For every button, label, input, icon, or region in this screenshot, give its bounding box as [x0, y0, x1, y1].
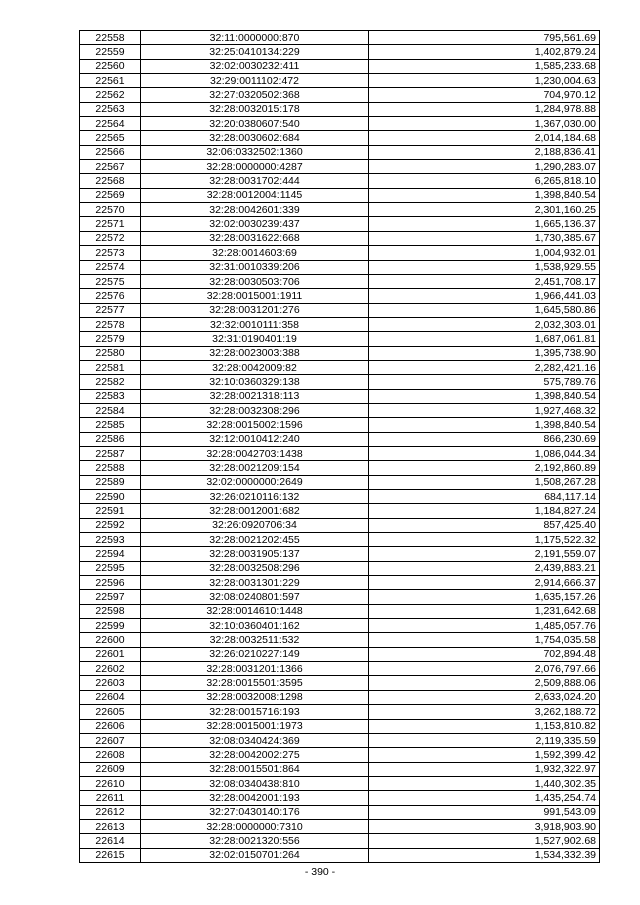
cadastral-number: 32:28:0015001:1973: [141, 719, 369, 733]
amount-value: 1,440,302.35: [369, 776, 600, 790]
table-row: [80, 576, 600, 590]
table-row: [80, 203, 600, 217]
cadastral-number: 32:28:0015501:3595: [141, 676, 369, 690]
cadastral-number: 32:28:0021209:154: [141, 461, 369, 475]
table-row: [80, 604, 600, 618]
row-number: 22597: [80, 590, 141, 604]
row-number: 22558: [80, 31, 141, 45]
cadastral-number: 32:31:0190401:19: [141, 332, 369, 346]
row-number: 22604: [80, 690, 141, 704]
table-row: [80, 389, 600, 403]
amount-value: 1,635,157.26: [369, 590, 600, 604]
row-number: 22595: [80, 561, 141, 575]
row-number: 22608: [80, 748, 141, 762]
cadastral-number: 32:28:0031201:1366: [141, 662, 369, 676]
cadastral-number: 32:28:0021318:113: [141, 389, 369, 403]
row-number: 22569: [80, 188, 141, 202]
cadastral-number: 32:08:0240801:597: [141, 590, 369, 604]
row-number: 22584: [80, 403, 141, 417]
amount-value: 1,534,332.39: [369, 848, 600, 862]
table-row: [80, 733, 600, 747]
row-number: 22600: [80, 633, 141, 647]
amount-value: 1,665,136.37: [369, 217, 600, 231]
amount-value: 1,485,057.76: [369, 619, 600, 633]
amount-value: 2,633,024.20: [369, 690, 600, 704]
page-number: - 390 -: [304, 866, 336, 878]
row-number: 22562: [80, 88, 141, 102]
amount-value: 866,230.69: [369, 432, 600, 446]
row-number: 22611: [80, 791, 141, 805]
amount-value: 1,927,468.32: [369, 403, 600, 417]
row-number: 22593: [80, 533, 141, 547]
row-number: 22564: [80, 117, 141, 131]
row-number: 22614: [80, 834, 141, 848]
table-row: [80, 117, 600, 131]
cadastral-number: 32:28:0021202:455: [141, 533, 369, 547]
cadastral-number: 32:31:0010339:206: [141, 260, 369, 274]
table-row: [80, 533, 600, 547]
amount-value: 795,561.69: [369, 31, 600, 45]
row-number: 22590: [80, 490, 141, 504]
table-row: [80, 174, 600, 188]
table-row: [80, 690, 600, 704]
row-number: 22567: [80, 160, 141, 174]
cadastral-number: 32:28:0031622:668: [141, 231, 369, 245]
amount-value: 1,153,810.82: [369, 719, 600, 733]
table-row: [80, 662, 600, 676]
row-number: 22574: [80, 260, 141, 274]
cadastral-number: 32:28:0042703:1438: [141, 446, 369, 460]
amount-value: 1,592,399.42: [369, 748, 600, 762]
amount-value: 1,966,441.03: [369, 289, 600, 303]
row-number: 22585: [80, 418, 141, 432]
row-number: 22579: [80, 332, 141, 346]
table-row: [80, 590, 600, 604]
row-number: 22612: [80, 805, 141, 819]
amount-value: 991,543.09: [369, 805, 600, 819]
cadastral-number: 32:02:0000000:2649: [141, 475, 369, 489]
row-number: 22588: [80, 461, 141, 475]
table-row: [80, 776, 600, 790]
cadastral-number: 32:28:0032008:1298: [141, 690, 369, 704]
cadastral-number: 32:29:0011102:472: [141, 74, 369, 88]
table-row: [80, 647, 600, 661]
table-row: [80, 403, 600, 417]
table-row: [80, 260, 600, 274]
amount-value: 6,265,818.10: [369, 174, 600, 188]
amount-value: 857,425.40: [369, 518, 600, 532]
cadastral-number: 32:28:0021320:556: [141, 834, 369, 848]
cadastral-number: 32:28:0015716:193: [141, 705, 369, 719]
amount-value: 2,192,860.89: [369, 461, 600, 475]
cadastral-number: 32:28:0023003:388: [141, 346, 369, 360]
amount-value: 1,231,642.68: [369, 604, 600, 618]
amount-value: 2,914,666.37: [369, 576, 600, 590]
table-row: [80, 762, 600, 776]
cadastral-number: 32:06:0332502:1360: [141, 145, 369, 159]
row-number: 22563: [80, 102, 141, 116]
row-number: 22582: [80, 375, 141, 389]
table-row: [80, 705, 600, 719]
cadastral-number: 32:25:0410134:229: [141, 45, 369, 59]
table-row: [80, 45, 600, 59]
row-number: 22594: [80, 547, 141, 561]
row-number: 22577: [80, 303, 141, 317]
row-number: 22578: [80, 317, 141, 331]
row-number: 22592: [80, 518, 141, 532]
table-row: [80, 74, 600, 88]
amount-value: 1,687,061.81: [369, 332, 600, 346]
amount-value: 1,508,267.28: [369, 475, 600, 489]
cadastral-number: 32:32:0010111:358: [141, 317, 369, 331]
cadastral-number: 32:08:0340438:810: [141, 776, 369, 790]
amount-value: 1,932,322.97: [369, 762, 600, 776]
cadastral-number: 32:28:0015001:1911: [141, 289, 369, 303]
row-number: 22606: [80, 719, 141, 733]
amount-value: 1,395,738.90: [369, 346, 600, 360]
row-number: 22580: [80, 346, 141, 360]
amount-value: 2,439,883.21: [369, 561, 600, 575]
cadastral-number: 32:28:0014603:69: [141, 246, 369, 260]
cadastral-number: 32:27:0320502:368: [141, 88, 369, 102]
amount-value: 1,398,840.54: [369, 188, 600, 202]
table-row: [80, 102, 600, 116]
amount-value: 1,435,254.74: [369, 791, 600, 805]
amount-value: 575,789.76: [369, 375, 600, 389]
cadastral-number: 32:28:0042601:339: [141, 203, 369, 217]
cadastral-number: 32:28:0031201:276: [141, 303, 369, 317]
amount-value: 2,014,184.68: [369, 131, 600, 145]
table-row: [80, 303, 600, 317]
amount-value: 1,230,004.63: [369, 74, 600, 88]
cadastral-number: 32:28:0031301:229: [141, 576, 369, 590]
table-row: [80, 131, 600, 145]
row-number: 22605: [80, 705, 141, 719]
amount-value: 2,188,836.41: [369, 145, 600, 159]
table-row: [80, 633, 600, 647]
table-row: [80, 246, 600, 260]
amount-value: 2,451,708.17: [369, 274, 600, 288]
row-number: 22573: [80, 246, 141, 260]
cadastral-number: 32:28:0042009:82: [141, 360, 369, 374]
row-number: 22609: [80, 762, 141, 776]
amount-value: 1,086,044.34: [369, 446, 600, 460]
amount-value: 684,117.14: [369, 490, 600, 504]
cadastral-number: 32:26:0210116:132: [141, 490, 369, 504]
table-row: [80, 834, 600, 848]
cadastral-number: 32:28:0030602:684: [141, 131, 369, 145]
cadastral-number: 32:28:0012001:682: [141, 504, 369, 518]
table-row: [80, 274, 600, 288]
table-row: [80, 547, 600, 561]
amount-value: 1,290,283.07: [369, 160, 600, 174]
row-number: 22613: [80, 819, 141, 833]
amount-value: 1,754,035.58: [369, 633, 600, 647]
cadastral-number: 32:26:0920706:34: [141, 518, 369, 532]
table-row: [80, 418, 600, 432]
cadastral-number: 32:02:0030239:437: [141, 217, 369, 231]
amount-value: 1,527,902.68: [369, 834, 600, 848]
cadastral-number: 32:28:0032308:296: [141, 403, 369, 417]
cadastral-number: 32:12:0010412:240: [141, 432, 369, 446]
row-number: 22587: [80, 446, 141, 460]
amount-value: 702,894.48: [369, 647, 600, 661]
row-number: 22572: [80, 231, 141, 245]
amount-value: 2,191,559.07: [369, 547, 600, 561]
cadastral-number: 32:11:0000000:870: [141, 31, 369, 45]
amount-value: 1,175,522.32: [369, 533, 600, 547]
cadastral-number: 32:28:0032015:178: [141, 102, 369, 116]
row-number: 22591: [80, 504, 141, 518]
cadastral-number: 32:28:0012004:1145: [141, 188, 369, 202]
cadastral-number: 32:28:0032511:532: [141, 633, 369, 647]
table-row: [80, 188, 600, 202]
table-row: [80, 160, 600, 174]
amount-value: 1,730,385.67: [369, 231, 600, 245]
row-number: 22615: [80, 848, 141, 862]
amount-value: 2,119,335.59: [369, 733, 600, 747]
cadastral-number: 32:28:0031702:444: [141, 174, 369, 188]
table-row: [80, 217, 600, 231]
row-number: 22566: [80, 145, 141, 159]
cadastral-number: 32:28:0014610:1448: [141, 604, 369, 618]
table-row: [80, 317, 600, 331]
table-row: [80, 145, 600, 159]
table-row: [80, 231, 600, 245]
cadastral-number: 32:28:0015501:864: [141, 762, 369, 776]
cadastral-number: 32:28:0000000:7310: [141, 819, 369, 833]
row-number: 22596: [80, 576, 141, 590]
amount-value: 1,398,840.54: [369, 389, 600, 403]
cadastral-number: 32:28:0031905:137: [141, 547, 369, 561]
table-row: [80, 619, 600, 633]
amount-value: 704,970.12: [369, 88, 600, 102]
table-row: [80, 88, 600, 102]
table-row: [80, 748, 600, 762]
row-number: 22586: [80, 432, 141, 446]
cadastral-number: 32:28:0015002:1596: [141, 418, 369, 432]
table-row: [80, 346, 600, 360]
cadastral-number: 32:28:0030503:706: [141, 274, 369, 288]
row-number: 22570: [80, 203, 141, 217]
cadastral-number: 32:10:0360329:138: [141, 375, 369, 389]
amount-value: 1,402,879.24: [369, 45, 600, 59]
cadastral-number: 32:20:0380607:540: [141, 117, 369, 131]
table-row: [80, 676, 600, 690]
amount-value: 1,184,827.24: [369, 504, 600, 518]
table-row: [80, 475, 600, 489]
table-row: [80, 31, 600, 45]
table-row: [80, 375, 600, 389]
table-body: [80, 31, 600, 863]
row-number: 22576: [80, 289, 141, 303]
amount-value: 2,282,421.16: [369, 360, 600, 374]
amount-value: 1,645,580.86: [369, 303, 600, 317]
table-row: [80, 289, 600, 303]
cadastral-number: 32:02:0150701:264: [141, 848, 369, 862]
row-number: 22581: [80, 360, 141, 374]
data-table: [79, 30, 600, 863]
row-number: 22561: [80, 74, 141, 88]
table-row: [80, 490, 600, 504]
table-row: [80, 848, 600, 862]
amount-value: 1,538,929.55: [369, 260, 600, 274]
row-number: 22598: [80, 604, 141, 618]
amount-value: 3,262,188.72: [369, 705, 600, 719]
table-row: [80, 561, 600, 575]
table-row: [80, 332, 600, 346]
cadastral-number: 32:08:0340424:369: [141, 733, 369, 747]
row-number: 22589: [80, 475, 141, 489]
amount-value: 2,301,160.25: [369, 203, 600, 217]
row-number: 22610: [80, 776, 141, 790]
amount-value: 2,509,888.06: [369, 676, 600, 690]
table-row: [80, 446, 600, 460]
row-number: 22560: [80, 59, 141, 73]
cadastral-number: 32:02:0030232:411: [141, 59, 369, 73]
row-number: 22559: [80, 45, 141, 59]
amount-value: 2,032,303.01: [369, 317, 600, 331]
cadastral-number: 32:28:0000000:4287: [141, 160, 369, 174]
table-row: [80, 59, 600, 73]
row-number: 22568: [80, 174, 141, 188]
amount-value: 1,367,030.00: [369, 117, 600, 131]
table-row: [80, 461, 600, 475]
row-number: 22602: [80, 662, 141, 676]
row-number: 22565: [80, 131, 141, 145]
cadastral-number: 32:28:0032508:296: [141, 561, 369, 575]
table-row: [80, 504, 600, 518]
row-number: 22583: [80, 389, 141, 403]
cadastral-number: 32:10:0360401:162: [141, 619, 369, 633]
amount-value: 1,004,932.01: [369, 246, 600, 260]
row-number: 22603: [80, 676, 141, 690]
table-row: [80, 432, 600, 446]
amount-value: 3,918,903.90: [369, 819, 600, 833]
cadastral-number: 32:28:0042002:275: [141, 748, 369, 762]
table-row: [80, 791, 600, 805]
row-number: 22599: [80, 619, 141, 633]
row-number: 22607: [80, 733, 141, 747]
cadastral-number: 32:28:0042001:193: [141, 791, 369, 805]
cadastral-number: 32:27:0430140:176: [141, 805, 369, 819]
table-row: [80, 805, 600, 819]
table-row: [80, 518, 600, 532]
amount-value: 1,398,840.54: [369, 418, 600, 432]
amount-value: 2,076,797.66: [369, 662, 600, 676]
table-row: [80, 360, 600, 374]
amount-value: 1,585,233.68: [369, 59, 600, 73]
row-number: 22575: [80, 274, 141, 288]
table-row: [80, 719, 600, 733]
cadastral-number: 32:26:0210227:149: [141, 647, 369, 661]
row-number: 22601: [80, 647, 141, 661]
amount-value: 1,284,978.88: [369, 102, 600, 116]
row-number: 22571: [80, 217, 141, 231]
table-row: [80, 819, 600, 833]
